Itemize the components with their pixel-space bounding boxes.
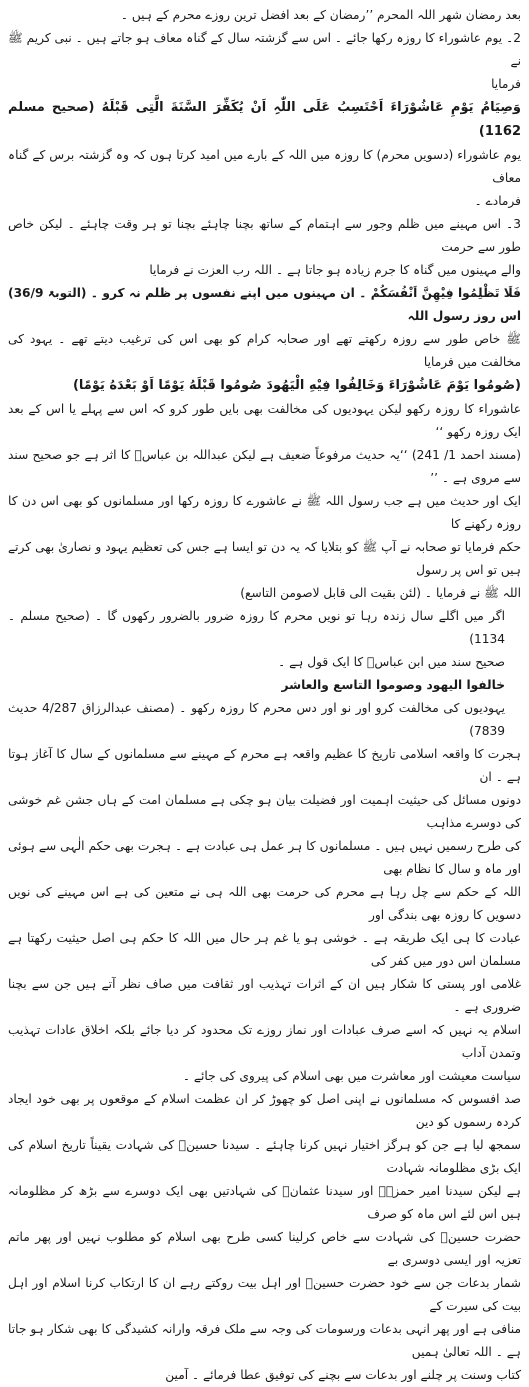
text-line: ہے لیکن سیدنا امیر حمزہؓ اور سیدنا عثمانؓ کی شہادتیں بھی ایک دوسرے سے بڑھ کر مظلومانہ ہیں اس لئے اس ماہ کو صرف: [8, 1184, 521, 1221]
text-line: (صُومُوا یَوْمَ عَاشُوْرَاءَ وَخَالِفُوا فِیْهِ الْیَهُودَ صُومُوا قَبْلَهُ یَوْمًا اَوْ بَعْدَهُ یَوْمًا): [72, 378, 521, 393]
text-line: سمجھ لیا ہے جن کو ہرگز اختیار نہیں کرنا چاہئے ۔ سیدنا حسینؓ کی شہادت یقیناً تاریخ اسلام کی ایک بڑی مظلومانہ شہادت: [8, 1138, 521, 1175]
text-line: غلامی اور پستی کا شکار ہیں ان کے اثرات تہذیب اور ثقافت میں صاف نظر آتے ہیں جن سے بچنا ضروری ہے ۔: [8, 977, 521, 1014]
text-line: ایک اور حدیث میں ہے جب رسول اللہ ﷺ نے عاشورے کا روزہ رکھا اور مسلمانوں کو بھی اس دن کا روزہ رکھنے کا: [8, 494, 521, 531]
text-line: حضرت حسینؓ کی شہادت سے خاص کرلینا کسی طرح بھی اسلام کو مطلوب نہیں اور پھر ماتم تعزیہ اور ایسی دوسری بے: [8, 1230, 521, 1267]
text-line: 2۔ یوم عاشوراء کا روزہ رکھا جائے ۔ اس سے گزشتہ سال کے گناہ معاف ہو جاتے ہیں ۔ نبی کریم ﷺ نے: [8, 31, 521, 68]
text-line: صد افسوس کہ مسلمانوں نے اپنی اصل کو چھوڑ کر ان عظمت اسلام کے موقعوں پر بھی خود ایجاد کردہ رسموں کو دین: [8, 1092, 521, 1129]
text-line: وَصِیَامُ یَوْمِ عَاشُوْرَاءَ اَحْتَسِبُ عَلَی اللّٰہِ اَنْ یُکَفِّرَ السَّنَةَ الَّتِی قَبْلَهُ (صحیح مسلم 1162): [8, 100, 521, 139]
text-line: عاشوراء کا روزہ رکھو لیکن یہودیوں کی مخالفت بھی بایں طور کرو کہ اس سے پہلے یا اس کے بعد ایک روزہ رکھو ‘‘: [8, 402, 521, 439]
text-line: فرمادے ۔: [474, 194, 521, 208]
text-line: ﷺ خاص طور سے روزہ رکھتے تھے اور صحابہ کرام کو بھی اس کی ترغیب دیتے تھے ۔ یہود کی مخالفت میں فرمایا: [8, 332, 521, 369]
text-line: اسلام یہ نہیں کہ اسے صرف عبادات اور نماز روزے تک محدود کر دیا جائے بلکہ اخلاق عادات تہذیب وتمدن آداب: [8, 1023, 521, 1060]
text-line: صحیح سند میں ابن عباسؓ کا ایک قول ہے ۔: [278, 655, 505, 669]
text-line: خالفوا الیھود وصوموا التاسع والعاشر: [281, 678, 505, 692]
text-line: منافی ہے اور پھر انہی بدعات ورسومات کی وجہ سے ملک فرقہ وارانہ کشیدگی کا بھی شکار ہو جاتا ہے ۔ اللہ تعالیٰ ہمیں: [8, 1322, 521, 1359]
text-line: کی طرح رسمیں نہیں ہیں ۔ مسلمانوں کا ہر عمل ہی عبادت ہے ۔ ہجرت بھی حکم الٰہی سے ہوئی اور ماہ و سال کا نظام بھی: [8, 839, 521, 876]
text-line: شمار بدعات جن سے خود حضرت حسینؓ اور اہل بیت روکتے رہے ان کا ارتکاب کرنا اسلام اور اہل بیت کی سیرت کے: [8, 1276, 521, 1313]
text-line: اللہ کے حکم سے چل رہا ہے محرم کی حرمت بھی اللہ ہی نے متعین کی ہے اس مہینے کی نویں دسویں کا روزہ بھی بندگی اور: [8, 885, 521, 922]
text-line: دونوں مسائل کی حیثیت اہمیت اور فضیلت بیان ہو چکی ہے مسلمان امت کے ہاں جشن غم خوشی کی دوسرے مذاہب: [8, 793, 521, 830]
text-line: کتاب وسنت پر چلنے اور بدعات سے بچنے کی توفیق عطا فرمائے ۔ آمین: [165, 1368, 521, 1382]
text-line: عبادت کا ہی ایک طریقہ ہے ۔ خوشی ہو یا غم ہر حال میں اللہ کا حکم ہی اصل حیثیت رکھتا ہے مسلمان اس دور میں کفر کی: [8, 931, 521, 968]
text-line: (مسند احمد 1/ 241) ‘‘یہ حدیث مرفوعاً ضعیف ہے لیکن عبداللہ بن عباسؓ کا اثر ہے جو صحیح سند سے مروی ہے ۔ ’’: [8, 448, 522, 485]
text-line: حکم فرمایا تو صحابہ نے آپ ﷺ کو بتلایا کہ یہ دن تو ایسا ہے جس کی تعظیم یہود و نصاریٰ بھی کرتے ہیں تو اس پر رسول: [8, 540, 521, 577]
text-line: یہودیوں کی مخالفت کرو اور نو اور دس محرم کا روزہ رکھو ۔ (مصنف عبدالرزاق 4/287 حدیث 7839): [8, 701, 505, 738]
text-line: والے مہینوں میں گناہ کا جرم زیادہ ہو جاتا ہے ۔ اللہ رب العزت نے فرمایا: [149, 263, 521, 277]
text-line: 3۔ اس مہینے میں ظلم وجور سے اہتمام کے ساتھ بچنا چاہئے بچنا تو ہر وقت چاہئے ۔ لیکن خاص طور سے حرمت: [8, 217, 521, 254]
text-line: اگر میں اگلے سال زندہ رہا تو نویں محرم کا روزہ ضرور بالضرور رکھوں گا ۔ (صحیح مسلم ۔ 1134): [8, 609, 505, 646]
text-line: یوم عاشوراء (دسویں محرم) کا روزہ میں اللہ کے بارے میں امید کرتا ہوں کہ وہ گزشتہ برس کے گناہ معاف: [8, 148, 521, 185]
text-line: بعد رمضان شھر اللہ المحرم ’’رمضان کے بعد افضل ترین روزے محرم کے ہیں ۔: [120, 8, 521, 22]
text-line: سیاست معیشت اور معاشرت میں بھی اسلام کی پیروی کی جائے ۔: [182, 1069, 521, 1083]
text-line: ہجرت کا واقعہ اسلامی تاریخ کا عظیم واقعہ ہے محرم کے مہینے سے مسلمانوں کے سال کا آغاز ہوتا ہے ۔ ان: [8, 747, 521, 784]
text-line: فَلَا تَظْلِمُوا فِیْهِنَّ اَنْفُسَکُمْ ۔ ان مہینوں میں اپنے نفسوں پر ظلم نہ کرو ۔ (التوبۃ 36/9) اس روز رسول اللہ: [8, 286, 521, 323]
text-line: اللہ ﷺ نے فرمایا ۔ (لئن بقیت الی قابل لاصومن التاسع): [240, 586, 521, 600]
text-line: فرمایا: [491, 77, 521, 91]
